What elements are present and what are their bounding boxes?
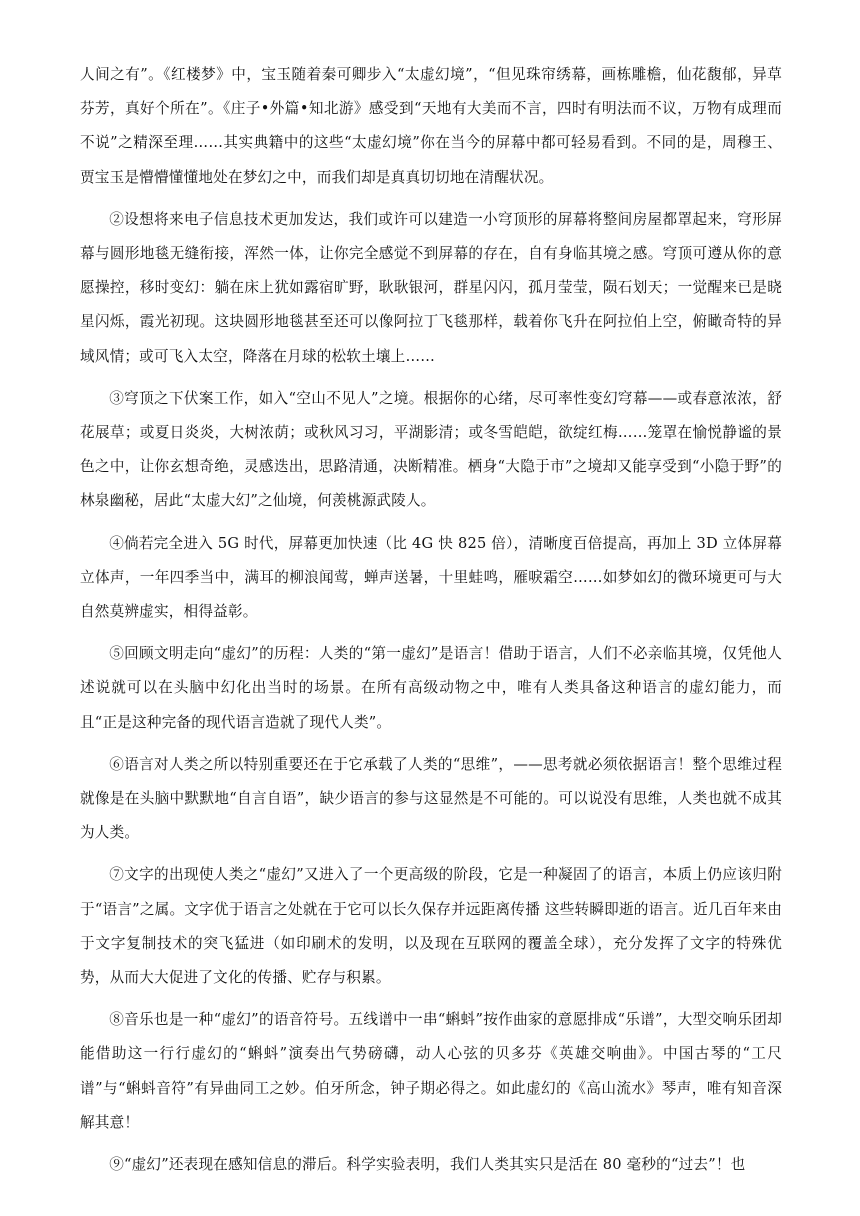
paragraph-2: ②设想将来电子信息技术更加发达，我们或许可以建造一小穹顶形的屏幕将整间房屋都罩起来，穹形屏幕与圆形地毯无缝衔接，浑然一体，让你完全感觉不到屏幕的存在，自有身临其境之感。穹顶可遵从你的意愿操控，移时变幻：躺在床上犹如露宿旷野，耿耿银河，群星闪闪，孤月莹莹，陨石划天；一觉醒来已是晓星闪烁，霞光初现。这块圆形地毯甚至还可以像阿拉丁飞毯那样，载着你飞升在阿拉伯上空，俯瞰奇特的异域风情；或可飞入太空，降落在月球的松软土壤上…… bbox=[80, 210, 782, 365]
paragraph-8: ⑧音乐也是一种“虚幻”的语音符号。五线谱中一串“蝌蚪”按作曲家的意愿排成“乐谱”，大型交响乐团却能借助这一行行虚幻的“蝌蚪”演奏出气势磅礴，动人心弦的贝多芬《英雄交响曲》。中国古琴的“工尺谱”与“蝌蚪音符”有异曲同工之妙。伯牙所念，钟子期必得之。如此虚幻的《高山流水》琴声，唯有知音深解其意！ bbox=[80, 1011, 782, 1131]
paragraph-6: ⑥语言对人类之所以特别重要还在于它承载了人类的“思维”，——思考就必须依据语言！整个思维过程就像是在头脑中默默地“自言自语”，缺少语言的参与这显然是不可能的。可以说没有思维，人类也就不成其为人类。 bbox=[80, 755, 782, 842]
paragraph-continued: 人间之有”。《红楼梦》中，宝玉随着秦可卿步入“太虚幻境”，“但见珠帘绣幕，画栋雕檐，仙花馥郁，异草芬芳，真好个所在”。《庄子•外篇•知北游》感受到“天地有大美而不言，四时有明法而不议，万物有成理而不说”之精深至理……其实典籍中的这些“太虚幻境”你在当今的屏幕中都可轻易看到。不同的是，周穆王、贾宝玉是懵懵懂懂地处在梦幻之中，而我们却是真真切切地在清醒状况。 bbox=[80, 66, 782, 186]
paragraph-7: ⑦文字的出现使人类之“虚幻”又进入了一个更高级的阶段，它是一种凝固了的语言，本质上仍应该归附于“语言”之属。文字优于语言之处就在于它可以长久保存并远距离传播 这些转瞬即逝的语言。近几百年来由于文字复制技术的突飞猛进（如印刷术的发明，以及现在互联网的覆盖全球），充分发挥了文字的特殊优势，从而大大促进了文化的传播、贮存与积累。 bbox=[80, 866, 782, 987]
paragraph-4: ④倘若完全进入 5G 时代，屏幕更加快速（比 4G 快 825 倍），清晰度百倍提高，再加上 3D 立体屏幕立体声，一年四季当中，满耳的柳浪闻莺，蝉声送暑，十里蛙鸣，雁唳霜空……如梦如幻的微环境更可与大自然莫辨虚实，相得益彰。 bbox=[80, 534, 782, 621]
paragraph-9: ⑨“虚幻”还表现在感知信息的滞后。科学实验表明，我们人类其实只是活在 80 毫秒的“过去”！也 bbox=[109, 1156, 746, 1174]
article-body bbox=[80, 58, 782, 1190]
paragraph-5: ⑤回顾文明走向“虚幻”的历程：人类的“第一虚幻”是语言！借助于语言，人们不必亲临其境，仅凭他人述说就可以在头脑中幻化出当时的场景。在所有高级动物之中，唯有人类具备这种语言的虚幻能力，而且“正是这种完备的现代语言造就了现代人类”。 bbox=[80, 645, 782, 731]
paragraph-3: ③穹顶之下伏案工作，如入“空山不见人”之境。根据你的心绪，尽可率性变幻穹幕——或春意浓浓，舒花展草；或夏日炎炎，大树浓荫；或秋风习习，平湖影清；或冬雪皑皑，欲绽红梅……笼罩在愉悦静谧的景色之中，让你玄想奇绝，灵感迭出，思路清通，决断精准。栖身“大隐于市”之境却又能享受到“小隐于野”的林泉幽秘，居此“太虚大幻”之仙境，何羡桃源武陵人。 bbox=[80, 389, 782, 510]
